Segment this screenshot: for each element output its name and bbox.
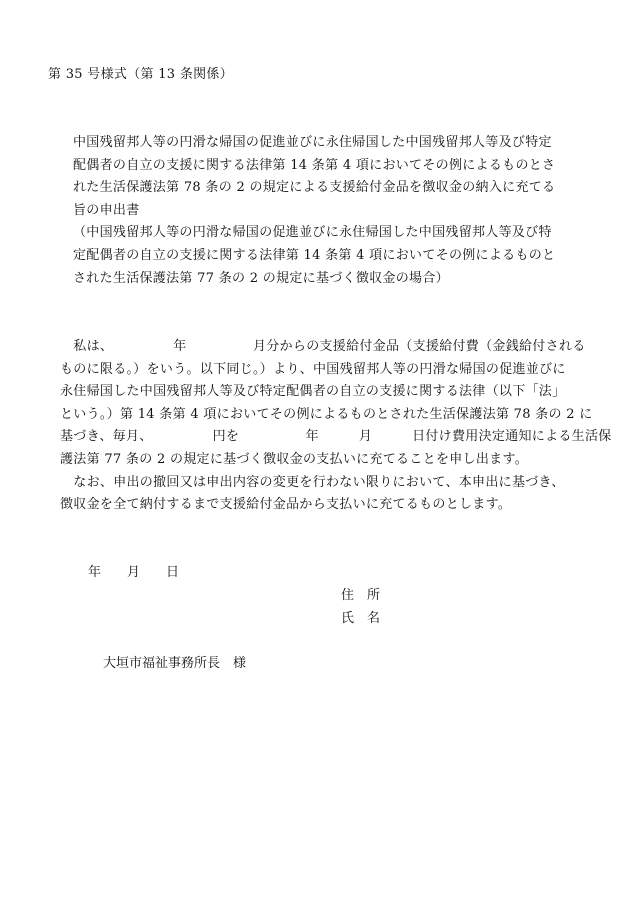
subtitle-line: 定配偶者の自立の支援に関する法律第 14 条第 4 項においてその例によるものと	[73, 248, 556, 263]
body-line: ものに限る。）をいう。以下同じ。）より、中国残留邦人等の円滑な帰国の促進並びに	[60, 362, 566, 377]
title-line: れた生活保護法第 78 条の 2 の規定による支援給付金品を徴収金の納入に充てる	[73, 180, 556, 195]
body-line: 徴収金を全て納付するまで支援給付金品から支払いに充てるものとします。	[60, 497, 512, 512]
subtitle-line: された生活保護法第 77 条の 2 の規定に基づく徴収金の場合）	[73, 271, 449, 286]
body-line: 基づき、毎月、 円を 年 月 日付け費用決定通知による生活保	[60, 429, 612, 444]
title-line: 旨の申出書	[73, 203, 140, 218]
subtitle-line: （中国残留邦人等の円滑な帰国の促進並びに永住帰国した中国残留邦人等及び特	[73, 225, 552, 240]
body-line: 私は、 年 月分からの支援給付金品（支援給付費（金銭給付される	[60, 339, 586, 354]
addressee: 大垣市福祉事務所長 様	[103, 656, 247, 671]
title-line: 中国残留邦人等の円滑な帰国の促進並びに永住帰国した中国残留邦人等及び特定	[73, 135, 552, 150]
body-line: 護法第 77 条の 2 の規定に基づく徴収金の支払いに充てることを申し出ます。	[60, 452, 529, 467]
title-line: 配偶者の自立の支援に関する法律第 14 条第 4 項においてその例によるものとさ	[73, 158, 556, 173]
body-line: 永住帰国した中国残留邦人等及び特定配偶者の自立の支援に関する法律（以下「法」	[60, 384, 566, 399]
name-label: 氏 名	[341, 611, 381, 626]
body-line: という。）第 14 条第 4 項においてその例によるものとされた生活保護法第 78 条の 2 に	[60, 407, 593, 422]
submission-date: 年 月 日	[88, 565, 180, 580]
address-label: 住 所	[341, 588, 381, 603]
form-label: 第 35 号様式（第 13 条関係）	[48, 67, 234, 82]
body-line: なお、申出の撤回又は申出内容の変更を行わない限りにおいて、本申出に基づき、	[60, 475, 565, 490]
